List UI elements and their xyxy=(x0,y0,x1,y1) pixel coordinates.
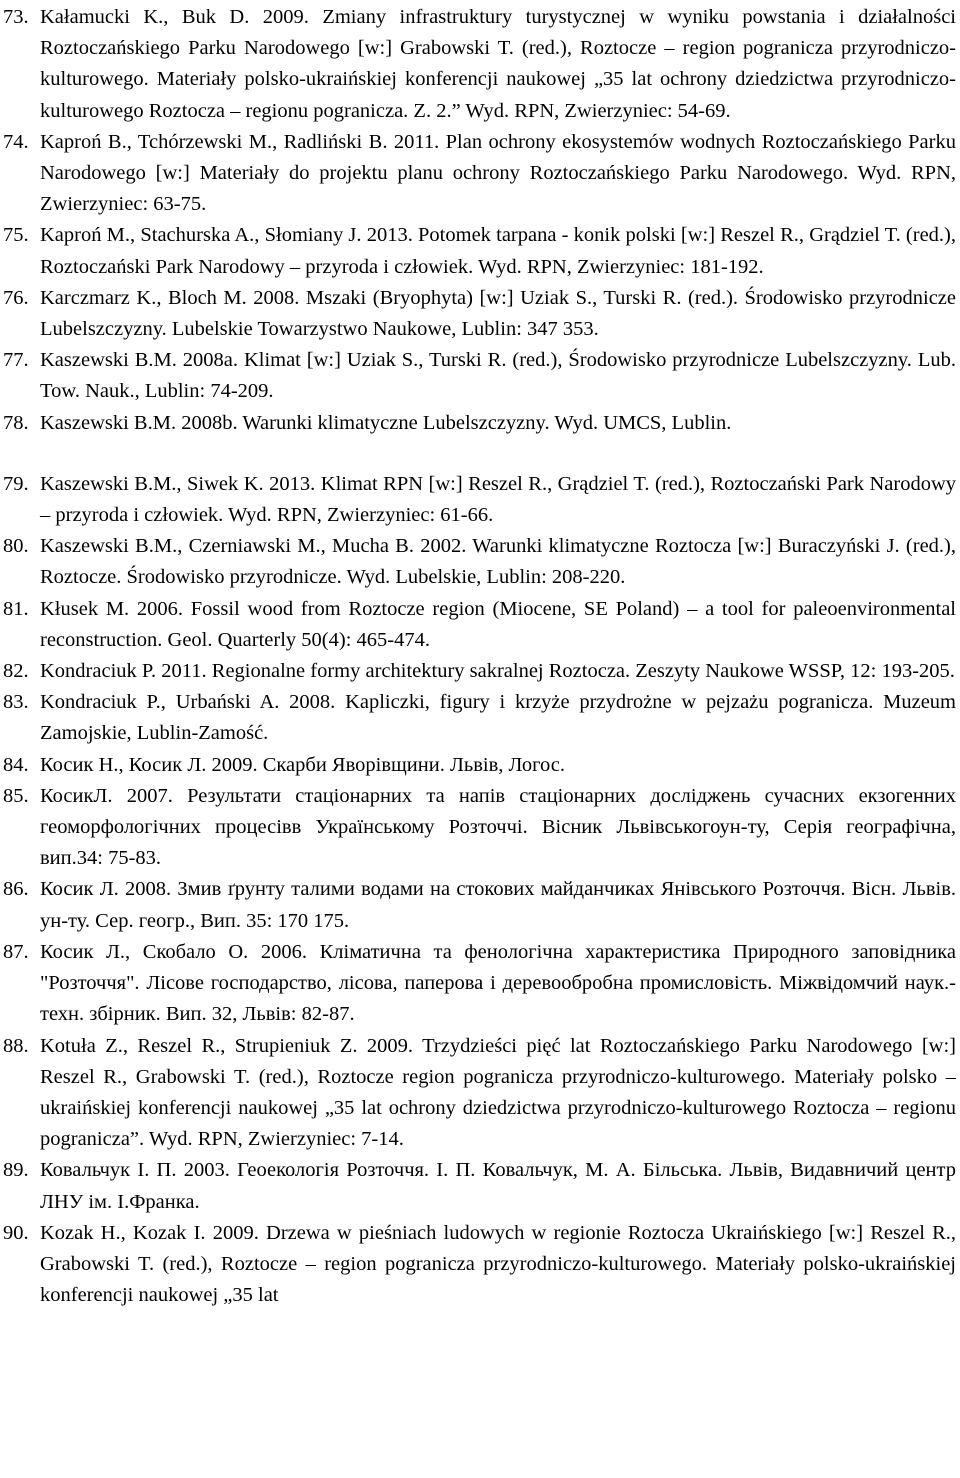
reference-text: Косик Л. 2008. Змив ґрунту талими водами на стокових майданчиках Янівського Розточчя. Вісн. Львів. ун-ту. Сер. геогр., Вип. 35: 170 175. xyxy=(40,878,956,932)
reference-number: 82. xyxy=(3,660,29,683)
reference-text: Kaproń B., Tchórzewski M., Radliński B. 2011. Plan ochrony ekosystemów wodnych Roztoczańskiego Parku Narodowego [w:] Materiały do projektu planu ochrony Roztoczańskiego Parku Narodowego. Wyd. RPN, Zwierzyniec: 63-75. xyxy=(40,130,956,216)
reference-list xyxy=(3,2,956,1311)
reference-text: Kozak H., Kozak I. 2009. Drzewa w pieśniach ludowych w regionie Roztocza Ukraińskiego [w:] Reszel R., Grabowski T. (red.), Roztocze – region pogranicza przyrodniczo-kulturowego. Materiały polsko-ukraińskiej konferencji naukowej „35 lat xyxy=(40,1221,956,1307)
reference-text: КосикЛ. 2007. Результати стаціонарних та напів стаціонарних досліджень сучасних екзогенних геоморфологічних процесівв Українському Розточчі. Вісник Львівськогоун-ту, Серія географічна, вип.34: 75-83. xyxy=(40,784,956,870)
reference-text: Kaproń M., Stachurska A., Słomiany J. 2013. Potomek tarpana - konik polski [w:] Reszel R., Grądziel T. (red.), Roztoczański Park Narodowy – przyroda i człowiek. Wyd. RPN, Zwierzyniec: 181-192. xyxy=(40,224,956,278)
reference-number: 85. xyxy=(3,784,29,807)
reference-text: Kondraciuk P. 2011. Regionalne formy architektury sakralnej Roztocza. Zeszyty Naukowe WSSP, 12: 193-205. xyxy=(40,660,955,683)
reference-text: Karczmarz K., Bloch M. 2008. Mszaki (Bryophyta) [w:] Uziak S., Turski R. (red.). Środowisko przyrodnicze Lubelszczyzny. Lubelskie Towarzystwo Naukowe, Lublin: 347 353. xyxy=(40,286,956,341)
reference-entry-77 xyxy=(3,345,956,407)
reference-entry-79 xyxy=(3,469,956,531)
reference-entry-90 xyxy=(3,1218,956,1312)
reference-text: Kaszewski B.M., Czerniawski M., Mucha B. 2002. Warunki klimatyczne Roztocza [w:] Buraczyński J. (red.), Roztocze. Środowisko przyrodnicze. Wyd. Lubelskie, Lublin: 208-220. xyxy=(40,535,956,589)
reference-number: 84. xyxy=(3,753,29,776)
reference-number: 74. xyxy=(3,130,29,153)
reference-entry-87 xyxy=(3,937,956,1031)
reference-entry-74 xyxy=(3,127,956,221)
reference-entry-81 xyxy=(3,594,956,656)
reference-text: Kaszewski B.M. 2008b. Warunki klimatyczne Lubelszczyzny. Wyd. UMCS, Lublin. xyxy=(40,411,732,434)
reference-number: 81. xyxy=(3,597,29,620)
reference-entry-88 xyxy=(3,1031,956,1156)
reference-number: 86. xyxy=(3,878,29,901)
reference-entry-89 xyxy=(3,1155,956,1217)
reference-entry-85 xyxy=(3,781,956,875)
reference-text: Kłusek M. 2006. Fossil wood from Roztocze region (Miocene, SE Poland) – a tool for paleoenvironmental reconstruction. Geol. Quarterly 50(4): 465-474. xyxy=(40,597,956,651)
reference-number: 78. xyxy=(3,411,29,434)
reference-text: Kotuła Z., Reszel R., Strupieniuk Z. 2009. Trzydzieści pięć lat Roztoczańskiego Parku Narodowego [w:] Reszel R., Grabowski T. (red.), Roztocze region pogranicza przyrodniczo-kulturowego. Materiały polsko – ukraińskiej konferencji naukowej „35 lat ochrony dziedzictwa przyrodniczo-kulturowego Roztocza – regionu pogranicza”. Wyd. RPN, Zwierzyniec: 7-14. xyxy=(40,1034,956,1151)
reference-entry-76 xyxy=(3,283,956,345)
reference-text: Kondraciuk P., Urbański A. 2008. Kapliczki, figury i krzyże przydrożne w pejzażu pogranicza. Muzeum Zamojskie, Lublin-Zamość. xyxy=(40,691,956,745)
reference-number: 90. xyxy=(3,1221,29,1244)
reference-entry-80 xyxy=(3,531,956,593)
reference-number: 89. xyxy=(3,1159,29,1182)
reference-text: Ковальчук І. П. 2003. Геоекологія Розточчя. І. П. Ковальчук, М. А. Більська. Львів, Видавничий центр ЛНУ ім. І.Франка. xyxy=(40,1159,956,1213)
reference-text: Косик Н., Косик Л. 2009. Скарби Яворівщини. Львів, Логос. xyxy=(40,753,566,776)
reference-text: Косик Л., Скобало О. 2006. Кліматична та фенологічна характеристика Природного заповідника "Розточчя". Лісове господарство, лісова, паперова і деревообробна промисловість. Міжвідомчий наук.-техн. збірник. Вип. 32, Львів: 82-87. xyxy=(40,940,956,1026)
reference-entry-73 xyxy=(3,2,956,127)
reference-number: 76. xyxy=(3,286,29,309)
reference-entry-82 xyxy=(3,656,956,687)
reference-number: 79. xyxy=(3,472,29,495)
reference-entry-75 xyxy=(3,220,956,282)
reference-number: 83. xyxy=(3,691,29,714)
reference-number: 80. xyxy=(3,535,29,558)
reference-number: 73. xyxy=(3,6,29,28)
reference-entry-84 xyxy=(3,750,956,781)
reference-entry-86 xyxy=(3,874,956,936)
reference-entry-83 xyxy=(3,687,956,749)
reference-entry-78 xyxy=(3,408,956,439)
reference-text: Kaszewski B.M., Siwek K. 2013. Klimat RPN [w:] Reszel R., Grądziel T. (red.), Roztoczański Park Narodowy – przyroda i człowiek. Wyd. RPN, Zwierzyniec: 61-66. xyxy=(40,472,956,527)
reference-number: 88. xyxy=(3,1034,29,1057)
reference-number: 77. xyxy=(3,349,29,372)
reference-text: Kałamucki K., Buk D. 2009. Zmiany infrastruktury turystycznej w wyniku powstania i działalności Roztoczańskiego Parku Narodowego [w:] Grabowski T. (red.), Roztocze – region pogranicza przyrodniczo-kulturowego. Materiały polsko-ukraińskiej konferencji naukowej „35 lat ochrony dziedzictwa przyrodniczo-kulturowego Roztocza – regionu pogranicza. Z. 2.” Wyd. RPN, Zwierzyniec: 54-69. xyxy=(40,6,956,122)
reference-number: 75. xyxy=(3,224,29,247)
reference-number: 87. xyxy=(3,940,29,963)
reference-text: Kaszewski B.M. 2008a. Klimat [w:] Uziak S., Turski R. (red.), Środowisko przyrodnicze Lubelszczyzny. Lub. Tow. Nauk., Lublin: 74-209. xyxy=(40,349,956,403)
